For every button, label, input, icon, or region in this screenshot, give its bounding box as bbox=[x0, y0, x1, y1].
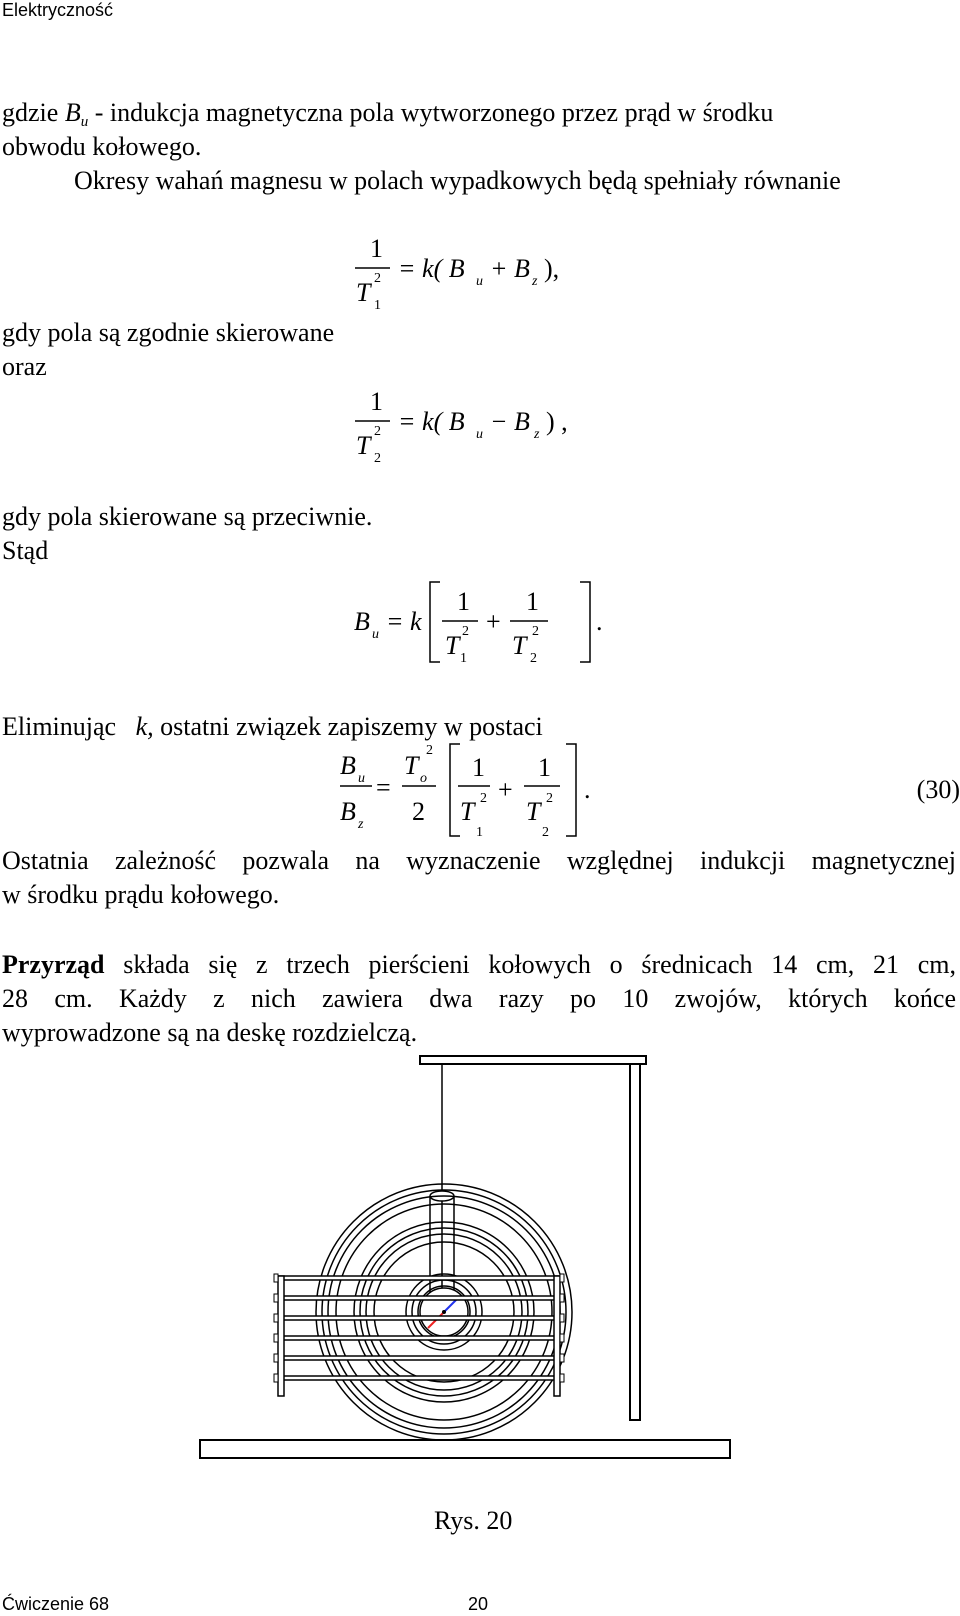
eq2-numerator: 1 bbox=[370, 387, 383, 416]
eq1-denominator: T bbox=[356, 278, 371, 307]
bu-subscript: u bbox=[80, 114, 89, 130]
base-board bbox=[200, 1440, 730, 1458]
eq3-right-bracket bbox=[580, 582, 590, 662]
text-ostatnia-1: Ostatnia zależność pozwala na wyznaczenie względnej indukcji magnetycznej bbox=[2, 846, 956, 875]
text-zgodnie: gdy pola są zgodnie skierowane bbox=[2, 318, 335, 347]
equation-30 bbox=[340, 740, 960, 840]
text-eliminujac bbox=[2, 710, 543, 744]
footer-exercise: Ćwiczenie 68 bbox=[2, 1594, 110, 1614]
eq3-den2: T bbox=[512, 631, 527, 660]
eq2-denominator: T bbox=[356, 431, 371, 460]
bu-symbol: B bbox=[64, 98, 81, 127]
eq1-exponent: 2 bbox=[374, 271, 381, 286]
eq3-tail: . bbox=[596, 607, 603, 636]
eq4-right-bracket bbox=[566, 744, 576, 836]
eliminujac-rest: ostatni związek zapiszemy w postaci bbox=[160, 712, 543, 741]
eq4-lhs-den: B bbox=[340, 797, 356, 826]
gdzie-definition: - indukcja magnetyczna pola wytworzonego przez prąd w środku bbox=[94, 98, 774, 127]
eq3-left-bracket bbox=[430, 582, 440, 662]
text-przeciwnie: gdy pola skierowane są przeciwnie. bbox=[2, 502, 373, 531]
eq2-op: − B bbox=[490, 407, 530, 436]
eq4-exp1: 2 bbox=[480, 791, 487, 806]
equation-3 bbox=[350, 578, 620, 668]
eq3-exp2: 2 bbox=[532, 624, 539, 639]
intro-line-3: Okresy wahań magnesu w polach wypadkowych będą spełniały równanie bbox=[74, 166, 841, 195]
eq4-t0-sub: o bbox=[420, 771, 427, 786]
eq4-den1-sub: 1 bbox=[476, 825, 483, 840]
text-przyrzad-1 bbox=[2, 948, 956, 982]
eq4-num2: 1 bbox=[538, 753, 551, 782]
intro-line-2: obwodu kołowego. bbox=[2, 132, 202, 161]
eq1-tail: ), bbox=[544, 254, 560, 283]
eq3-den1: T bbox=[445, 631, 460, 660]
eq3-plus: + bbox=[486, 607, 501, 636]
eq4-eq: = bbox=[376, 773, 391, 802]
text-ostatnia-2: w środku prądu kołowego. bbox=[2, 880, 280, 909]
eq4-t0: T bbox=[404, 751, 419, 780]
top-beam bbox=[420, 1056, 646, 1064]
eq3-eq: = k bbox=[386, 607, 422, 636]
eliminujac-k: k, bbox=[135, 712, 154, 741]
eq4-tail: . bbox=[584, 775, 591, 804]
left-support bbox=[278, 1276, 284, 1396]
eq1-rhs: = k( B bbox=[398, 254, 465, 283]
eq1-den-sub: 1 bbox=[374, 298, 381, 313]
eq4-plus: + bbox=[498, 775, 513, 804]
eq2-exponent: 2 bbox=[374, 424, 381, 439]
eq3-exp1: 2 bbox=[462, 624, 469, 639]
eq4-num1: 1 bbox=[472, 753, 485, 782]
eq3-den1-sub: 1 bbox=[460, 651, 467, 666]
eq4-exp2: 2 bbox=[546, 791, 553, 806]
eq4-lhs-num-sub: u bbox=[358, 771, 365, 786]
przyrzad-bold: Przyrząd bbox=[2, 950, 105, 979]
eq1-rhs-sub2: z bbox=[532, 274, 538, 289]
eq1-rhs-sub1: u bbox=[476, 274, 483, 289]
eq4-den2-sub: 2 bbox=[542, 825, 549, 840]
eq4-left-bracket bbox=[450, 744, 460, 836]
eq4-lhs-num: B bbox=[340, 751, 356, 780]
eq2-rhs: = k( B bbox=[398, 407, 465, 436]
eq3-lhs-sub: u bbox=[372, 627, 379, 642]
eq4-t0-exp: 2 bbox=[426, 743, 433, 758]
eliminujac-word: Eliminując bbox=[2, 712, 117, 741]
equation-number: (30) bbox=[916, 775, 960, 804]
figure-apparatus bbox=[190, 1050, 750, 1470]
gdzie-word: gdzie bbox=[2, 98, 59, 127]
eq4-lhs-den-sub: z bbox=[358, 817, 364, 832]
eq1-numerator: 1 bbox=[370, 234, 383, 263]
equation-2 bbox=[350, 378, 610, 468]
eq3-den2-sub: 2 bbox=[530, 651, 537, 666]
przyrzad-rest-1: składa się z trzech pierścieni kołowych o średnicach 14 cm, 21 cm, bbox=[123, 950, 957, 979]
eq2-den-sub: 2 bbox=[374, 451, 381, 466]
text-oraz: oraz bbox=[2, 352, 47, 381]
footer-page-number: 20 bbox=[468, 1594, 489, 1614]
eq3-lhs: B bbox=[354, 607, 370, 636]
eq2-tail: ) , bbox=[546, 407, 568, 436]
right-support bbox=[554, 1276, 560, 1396]
eq1-op: + B bbox=[490, 254, 530, 283]
vertical-post bbox=[630, 1064, 640, 1420]
eq2-rhs-sub1: u bbox=[476, 427, 483, 442]
text-przyrzad-3: wyprowadzone są na deskę rozdzielczą. bbox=[2, 1018, 418, 1047]
equation-1 bbox=[350, 225, 610, 315]
running-header: Elektryczność bbox=[2, 0, 114, 20]
figure-caption: Rys. 20 bbox=[434, 1506, 513, 1535]
eq4-den1: T bbox=[460, 797, 475, 826]
eq3-num2: 1 bbox=[526, 587, 539, 616]
text-przyrzad-2: 28 cm. Każdy z nich zawiera dwa razy po 10 zwojów, których końce bbox=[2, 984, 956, 1013]
eq4-two: 2 bbox=[412, 797, 425, 826]
eq2-rhs-sub2: z bbox=[534, 427, 540, 442]
eq3-num1: 1 bbox=[457, 587, 470, 616]
text-stad: Stąd bbox=[2, 536, 49, 565]
eq4-den2: T bbox=[526, 797, 541, 826]
